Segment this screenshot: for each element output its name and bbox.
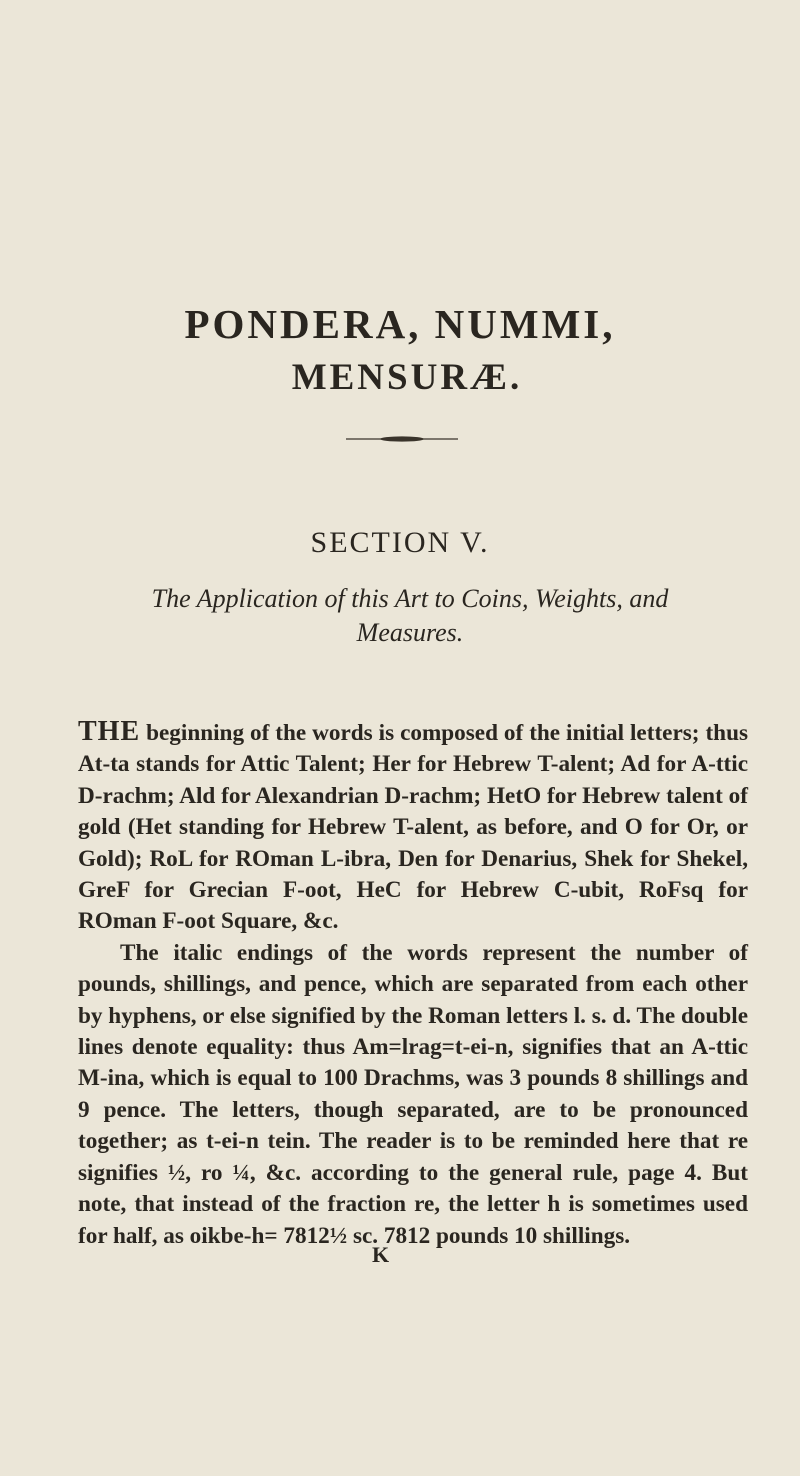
- paragraph-2: The italic endings of the words represent the number of pounds, shillings, and pence, which are separated from each other by hyphens, or else signified by the Roman letters l. s. d. The double lines denote equality: thus Am=lrag=t-ei-n, signifies that an A-ttic M-ina, which is equal to 100 Drachms, was 3 pounds 8 shillings and 9 pence. The letters, though separated, are to be pronounced together; as t-ei-n tein. The reader is to be reminded here that re signifies ½, ro ¼, &c. according to the general rule, page 4. But note, that instead of the fraction re, the letter h is sometimes used for half, as oikbe-h= 7812½ sc. 7812 pounds 10 shillings.: [78, 939, 748, 1249]
- body-text: [78, 716, 748, 1252]
- paragraph-1-text: beginning of the words is composed of the initial letters; thus At-ta stands for Attic Talent; Her for Hebrew T-alent; Ad for A-ttic D-rachm; Ald for Alexandrian D-rachm; HetO for Hebrew talent of gold (Het standing for Hebrew T-alent, as before, and O for Or, or Gold); RoL for ROman L-ibra, Den for Denarius, Shek for Shekel, GreF for Grecian F-oot, HeC for Hebrew C-ubit, RoFsq for ROman F-oot Square, &c.: [78, 720, 748, 935]
- ornamental-rule: [346, 434, 458, 444]
- signature-mark: K: [372, 1242, 390, 1267]
- page-title-line1: PONDERA, NUMMI,: [184, 301, 616, 347]
- section-heading: SECTION V.: [310, 526, 490, 559]
- paragraph-1: [78, 716, 748, 938]
- section-subtitle: The Application of this Art to Coins, Weights, and Measures.: [151, 584, 669, 647]
- initial-word: THE: [78, 716, 141, 747]
- page-title-line2: MENSURÆ.: [291, 357, 523, 398]
